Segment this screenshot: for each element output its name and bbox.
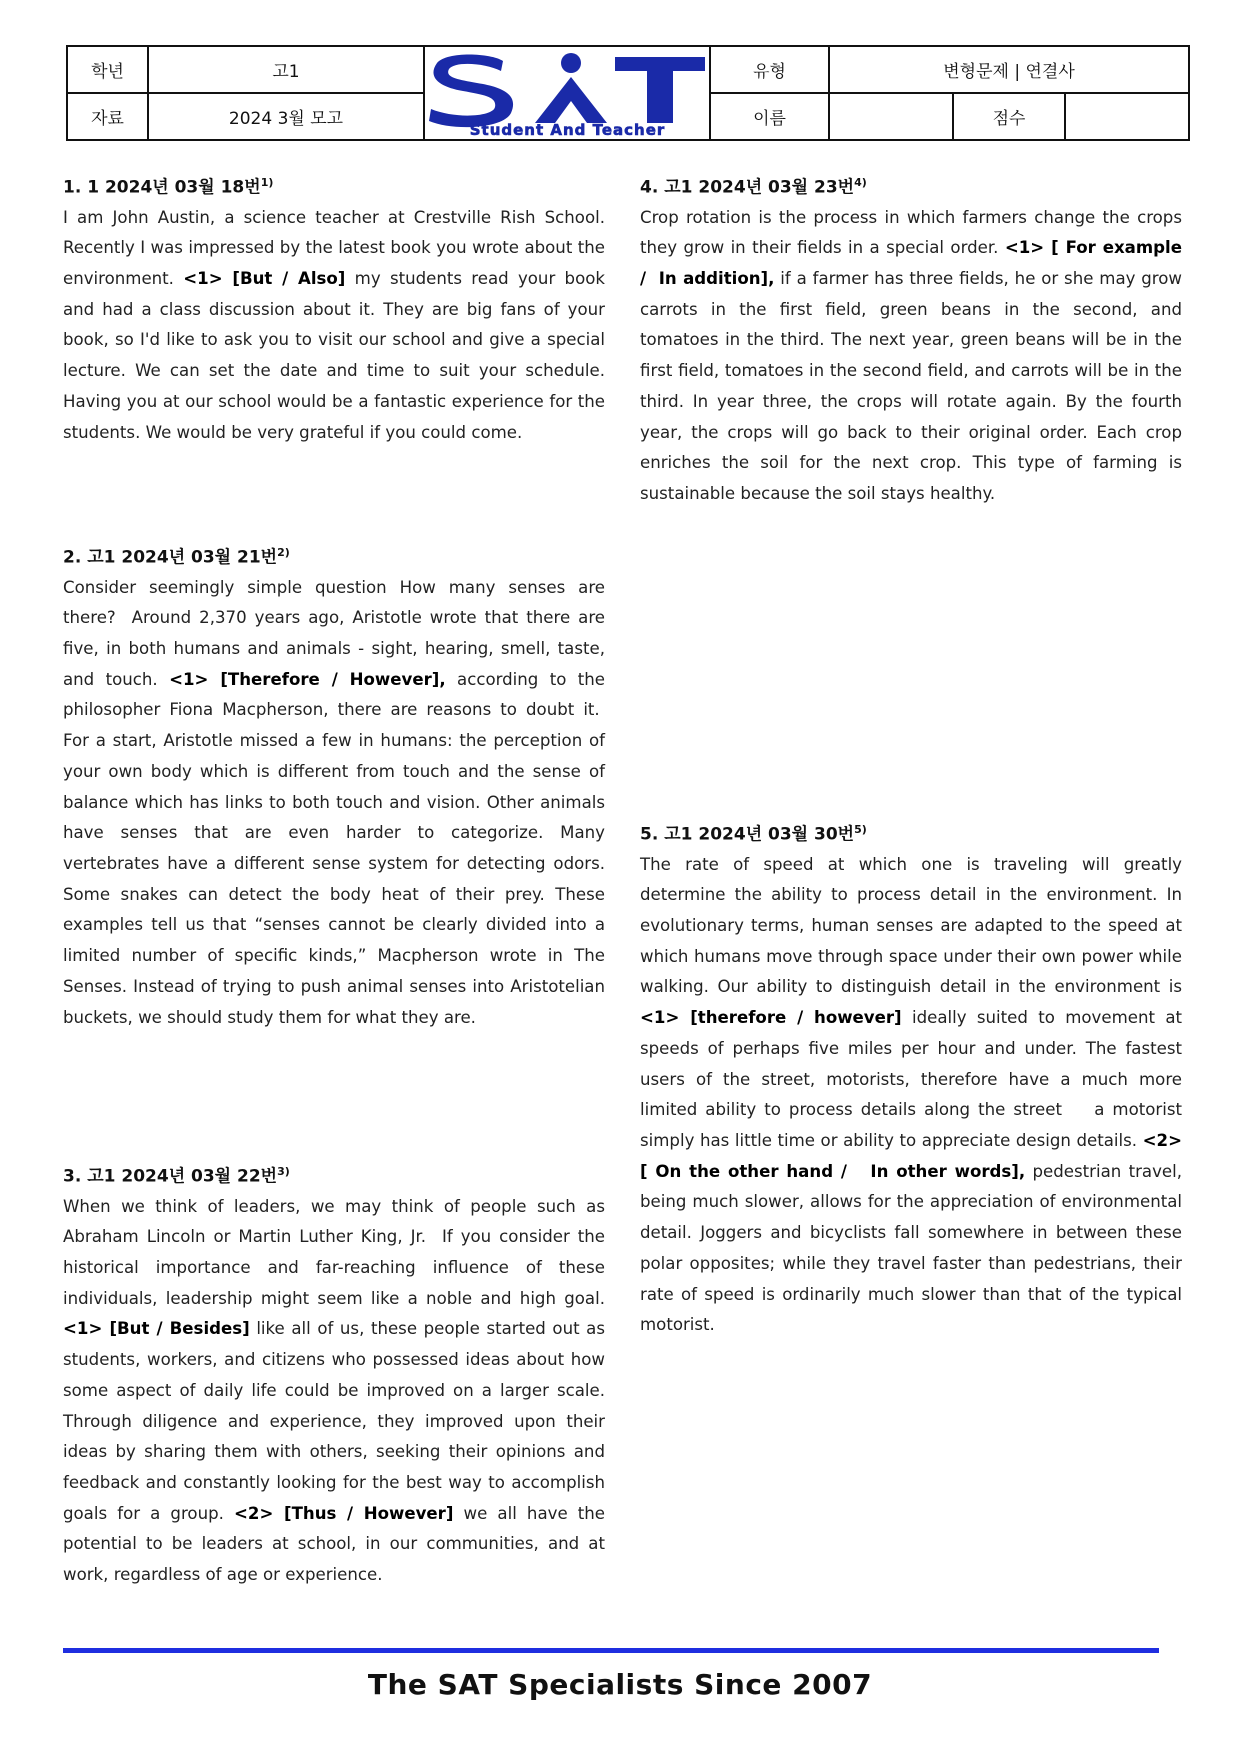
question-title: 4. 고1 2024년 03월 23번 bbox=[640, 177, 855, 198]
question-body: The rate of speed at which one is traveling will greatly determine the ability to process detail in the environment. In evolutionary terms, human senses are adapted to the speed at which humans move through space under their own power while walking. Our ability to distinguish detail in the environment is <1> [therefore / however] ideally suited to movement at speeds of perhaps five miles per hour and under. The fastest users of the street, motorists, therefore have a much more limited ability to process details along the street a motorist simply has little time or ability to appreciate design details. <2> [ On the other hand / In other words], pedestrian travel, being much slower, allows for the appreciation of environmental detail. Joggers and bicyclists fall somewhere in between these polar opposites; while they travel faster than pedestrians, their rate of speed is ordinarily much slower than that of the typical motorist. bbox=[640, 854, 1183, 1335]
question-body: Crop rotation is the process in which farmers change the crops they grow in their fields in a special order. <1> [ For example / In addition], if a farmer has three fields, he or she may grow carrots in the first field, green beans in the second, and tomatoes in the third. The next year, green beans will be in the first field, tomatoes in the second field, and carrots will be in the third. In year three, the crops will rotate again. By the fourth year, the crops will go back to their original order. Each crop enriches the soil for the next crop. This type of farming is sustainable because the soil stays healthy. bbox=[640, 207, 1182, 503]
question-5 bbox=[640, 819, 1182, 1341]
question-3 bbox=[63, 1161, 605, 1591]
footnote-mark: 2) bbox=[277, 546, 290, 559]
question-4 bbox=[640, 172, 1182, 510]
footnote-mark: 5) bbox=[854, 823, 867, 836]
footer-rule bbox=[63, 1648, 1159, 1653]
header-table bbox=[66, 45, 1190, 141]
name-field[interactable] bbox=[829, 93, 953, 140]
score-label: 점수 bbox=[953, 93, 1065, 140]
footnote-mark: 3) bbox=[277, 1165, 290, 1178]
logo-subtitle: Student And Teacher bbox=[469, 121, 666, 139]
logo bbox=[424, 46, 710, 140]
question-title: 5. 고1 2024년 03월 30번 bbox=[640, 824, 855, 845]
question-title: 2. 고1 2024년 03월 21번 bbox=[63, 547, 278, 568]
question-title: 1. 1 2024년 03월 18번 bbox=[63, 177, 261, 198]
question-body: When we think of leaders, we may think of people such as Abraham Lincoln or Martin Luther King, Jr. If you consider the historical importance and far-reaching influence of these individuals, leadership might seem like a noble and high goal. <1> [But / Besides] like all of us, these people started out as students, workers, and citizens who possessed ideas about how some aspect of daily life could be improved on a larger scale. Through diligence and experience, they improved upon their ideas by sharing them with others, seeking their opinions and feedback and constantly looking for the best way to accomplish goals for a group. <2> [Thus / However] we all have the potential to be leaders at school, in our communities, and at work, regardless of age or experience. bbox=[63, 1196, 605, 1585]
question-1 bbox=[63, 172, 605, 448]
type-value: 변형문제 | 연결사 bbox=[829, 46, 1189, 93]
question-2 bbox=[63, 542, 605, 1033]
footnote-mark: 1) bbox=[260, 176, 274, 189]
type-label: 유형 bbox=[710, 46, 829, 93]
material-value: 2024 3월 모고 bbox=[148, 93, 424, 140]
question-title: 3. 고1 2024년 03월 22번 bbox=[63, 1166, 278, 1187]
grade-label: 학년 bbox=[67, 46, 148, 93]
material-label: 자료 bbox=[67, 93, 148, 140]
name-label: 이름 bbox=[710, 93, 829, 140]
footnote-mark: 4) bbox=[854, 176, 867, 189]
question-body: Consider seemingly simple question How many senses are there? Around 2,370 years ago, Aristotle wrote that there are five, in both humans and animals - sight, hearing, smell, taste, and touch. <1> [Therefore / However], according to the philosopher Fiona Macpherson, there are reasons to doubt it. For a start, Aristotle missed a few in humans: the perception of your own body which is different from touch and the sense of balance which has links to both touch and vision. Other animals have senses that are even harder to categorize. Many vertebrates have a different sense system for detecting odors. Some snakes can detect the body heat of their prey. These examples tell us that “senses cannot be clearly divided into a limited number of specific kinds,” Macpherson wrote in The Senses. Instead of trying to push animal senses into Aristotelian buckets, we should study them for what they are. bbox=[63, 577, 605, 1027]
grade-value: 고1 bbox=[148, 46, 424, 93]
footer-slogan: The SAT Specialists Since 2007 bbox=[367, 1668, 873, 1701]
score-field[interactable] bbox=[1065, 93, 1189, 140]
question-body: I am John Austin, a science teacher at Crestville Rish School. Recently I was impressed by the latest book you wrote about the environment. <1> [But / Also] my students read your book and had a class discussion about it. They are big fans of your book, so I'd like to ask you to visit our school and give a special lecture. We can set the date and time to suit your schedule. Having you at our school would be a fantastic experience for the students. We would be very grateful if you could come. bbox=[63, 207, 605, 442]
